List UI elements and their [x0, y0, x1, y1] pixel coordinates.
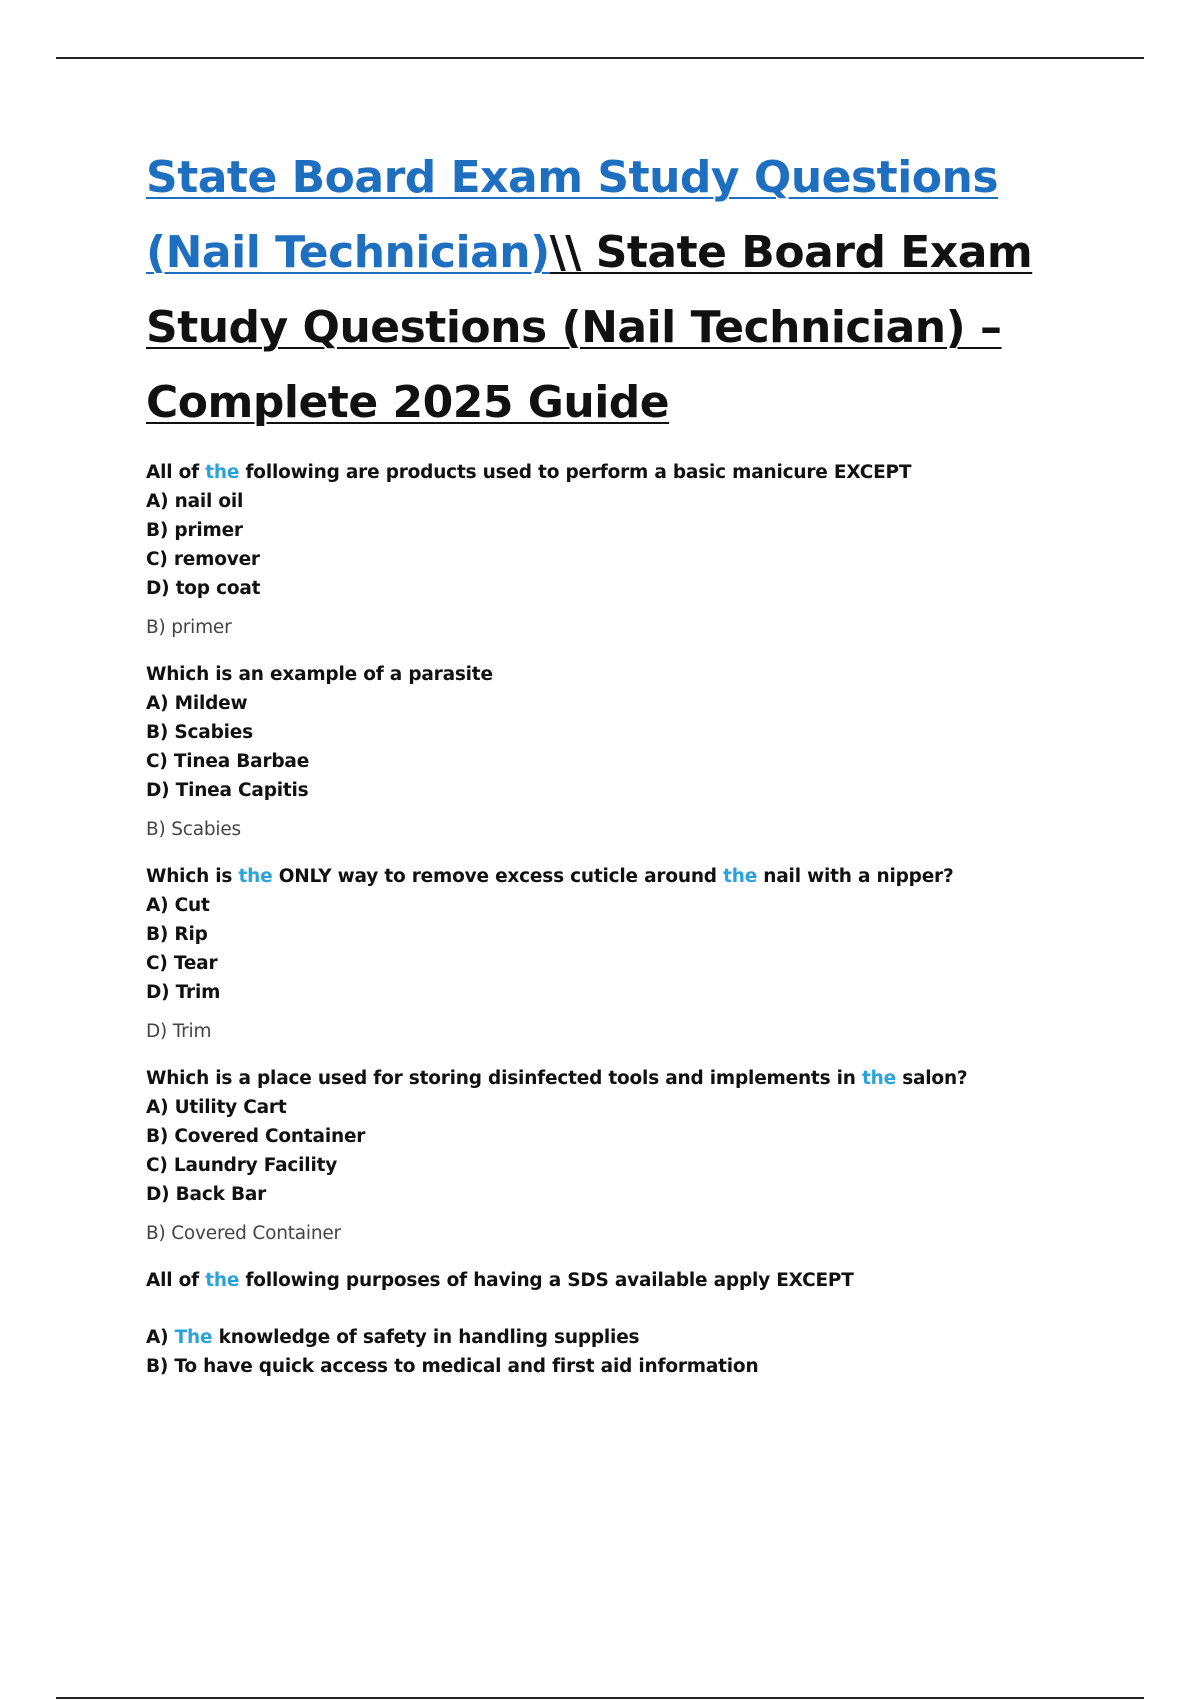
- option: A) nail oil: [146, 491, 244, 512]
- question-block-2: [146, 660, 1096, 844]
- answer-text: B) Scabies: [146, 819, 241, 840]
- option: A) Mildew: [146, 693, 248, 714]
- question-block-5: [146, 1266, 1096, 1381]
- question-text: All of the following are products used to perform a basic manicure EXCEPT: [146, 462, 912, 483]
- question-block-4: [146, 1064, 1096, 1248]
- option: C) remover: [146, 549, 260, 570]
- title-link[interactable]: State Board Exam Study Questions (Nail Technician): [146, 152, 999, 278]
- question-text: Which is a place used for storing disinfected tools and implements in the salon?: [146, 1068, 968, 1089]
- option: B) Scabies: [146, 722, 253, 743]
- option: C) Tear: [146, 953, 218, 974]
- option: B) Rip: [146, 924, 208, 945]
- option: B) To have quick access to medical and first aid information: [146, 1356, 759, 1377]
- option: B) Covered Container: [146, 1126, 366, 1147]
- spacer: [146, 1295, 1096, 1323]
- top-rule: [56, 57, 1144, 59]
- option: D) top coat: [146, 578, 261, 599]
- question-text: All of the following purposes of having a SDS available apply EXCEPT: [146, 1270, 854, 1291]
- document-title: [146, 140, 1096, 440]
- option: A) The knowledge of safety in handling supplies: [146, 1327, 640, 1348]
- option: D) Back Bar: [146, 1184, 267, 1205]
- option: C) Tinea Barbae: [146, 751, 310, 772]
- question-block-3: [146, 862, 1096, 1046]
- question-block-1: [146, 458, 1096, 642]
- title-rest: \\ State Board Exam Study Questions (Nail Technician) – Complete 2025 Guide: [146, 227, 1033, 428]
- option: A) Cut: [146, 895, 210, 916]
- question-text: Which is the ONLY way to remove excess cuticle around the nail with a nipper?: [146, 866, 954, 887]
- document-body: [146, 140, 1096, 1399]
- bottom-rule: [56, 1697, 1144, 1699]
- option: B) primer: [146, 520, 243, 541]
- question-text: Which is an example of a parasite: [146, 664, 493, 685]
- question-list: [146, 458, 1096, 1381]
- option: D) Trim: [146, 982, 221, 1003]
- answer-text: B) Covered Container: [146, 1223, 341, 1244]
- answer-text: D) Trim: [146, 1021, 212, 1042]
- option: C) Laundry Facility: [146, 1155, 338, 1176]
- option: A) Utility Cart: [146, 1097, 287, 1118]
- answer-text: B) primer: [146, 617, 232, 638]
- option: D) Tinea Capitis: [146, 780, 309, 801]
